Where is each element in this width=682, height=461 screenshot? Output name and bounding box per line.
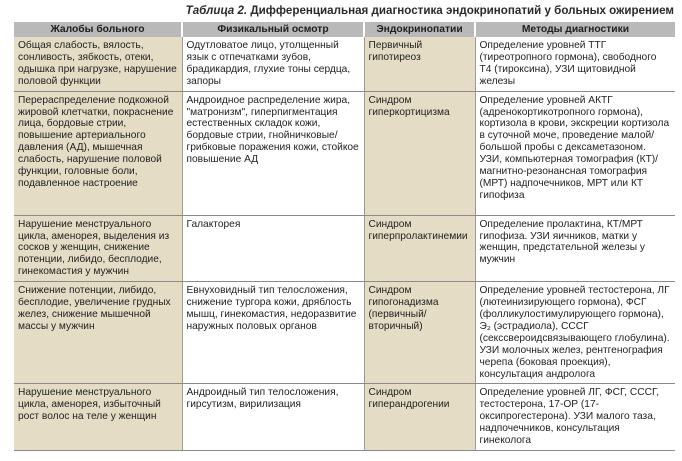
header-complaints: Жалобы больного: [14, 22, 182, 37]
cell-exam: Андроидный тип телосложения, гирсутизм, вирилизация: [182, 384, 364, 451]
cell-complaints: Общая слабость, вялость, сонливость, зябкость, отеки, одышка при нагрузке, нарушение половой функции: [14, 37, 182, 91]
cell-exam: Одутловатое лицо, утолщенный язык с отпечатками зубов, брадикардия, глухие тоны сердца, запоры: [182, 37, 364, 91]
header-exam: Физикальный осмотр: [182, 22, 364, 37]
cell-complaints: Перераспределение подкожной жировой клетчатки, покраснение лица, бордовые стрии, повышение артериального давления (АД), мышечная слабость, нарушение половой функции, головные боли, подавленное настроение: [14, 91, 182, 215]
header-endocrinopathy: Эндокринопатии: [364, 22, 475, 37]
cell-methods: Определение уровней ТТГ (тиреотропного гормона), свободного Т4 (тироксина), УЗИ щитовидной железы: [475, 37, 675, 91]
cell-methods: Определение уровней тестостерона, ЛГ (лютеинизирующего гормона), ФСГ (фолликулостимулирующего гормона), Э₂ (эстрадиола), СССГ (секссвероидсвязывающего глобулина). УЗИ молочных желез, рентгенография черепа (боковая проекция), консультация андролога: [475, 282, 675, 384]
table-row: [14, 37, 675, 91]
cell-exam: Евнуховидный тип телосложения, снижение тургора кожи, дряблость мышц, гинекомастия, недоразвитие наружных половых органов: [182, 282, 364, 384]
cell-exam: Андроидное распределение жира, "матронизм", гиперпигментация естественных складок кожи, бордовые стрии, гнойничковые/грибковые поражения кожи, стойкое повышение АД: [182, 91, 364, 215]
table-caption-label: Таблица 2.: [185, 4, 248, 17]
cell-endocrinopathy: Синдром гиперпролактинемии: [364, 215, 475, 282]
cell-endocrinopathy: Синдром гипогонадизма (первичный/ вторичный): [364, 282, 475, 384]
table-row: [14, 215, 675, 282]
cell-methods: Определение уровней ЛГ, ФСГ, СССГ, тестостерона, 17-ОР (17-оксипрогестерона). УЗИ малого таза, надпочечников, консультация гинеколога: [475, 384, 675, 451]
table-caption-title: Дифференциальная диагностика эндокринопатий у больных ожирением: [250, 4, 674, 17]
cell-complaints: Нарушение менструального цикла, аменорея, избыточный рост волос на теле у женщин: [14, 384, 182, 451]
cell-methods: Определение пролактина, КТ/МРТ гипофиза. УЗИ яичников, матки у женщин, предстательной железы у мужчин: [475, 215, 675, 282]
header-methods: Методы диагностики: [475, 22, 675, 37]
cell-endocrinopathy: Первичный гипотиреоз: [364, 37, 475, 91]
cell-complaints: Снижение потенции, либидо, бесплодие, увеличение грудных желез, снижение мышечной массы у мужчин: [14, 282, 182, 384]
cell-complaints: Нарушение менструального цикла, аменорея, выделения из сосков у женщин, снижение потенции, либидо, бесплодие, гинекомастия у мужчин: [14, 215, 182, 282]
differential-diagnosis-table: [14, 22, 675, 451]
cell-exam: Галакторея: [182, 215, 364, 282]
cell-endocrinopathy: Синдром гиперкортицизма: [364, 91, 475, 215]
table-header-row: [14, 22, 675, 37]
table-caption: [186, 4, 674, 17]
cell-methods: Определение уровней АКТГ (адренокортикотропного гормона), кортизола в крови, экскреции кортизола в суточной моче, проведение малой/большой пробы с дексаметазоном. УЗИ, компьютерная томография (КТ)/магнитно-резонансная томография (МРТ) надпочечников, МРТ или КТ гипофиза: [475, 91, 675, 215]
table-row: [14, 384, 675, 451]
cell-endocrinopathy: Синдром гиперандрогении: [364, 384, 475, 451]
table-row: [14, 282, 675, 384]
table-row: [14, 91, 675, 215]
